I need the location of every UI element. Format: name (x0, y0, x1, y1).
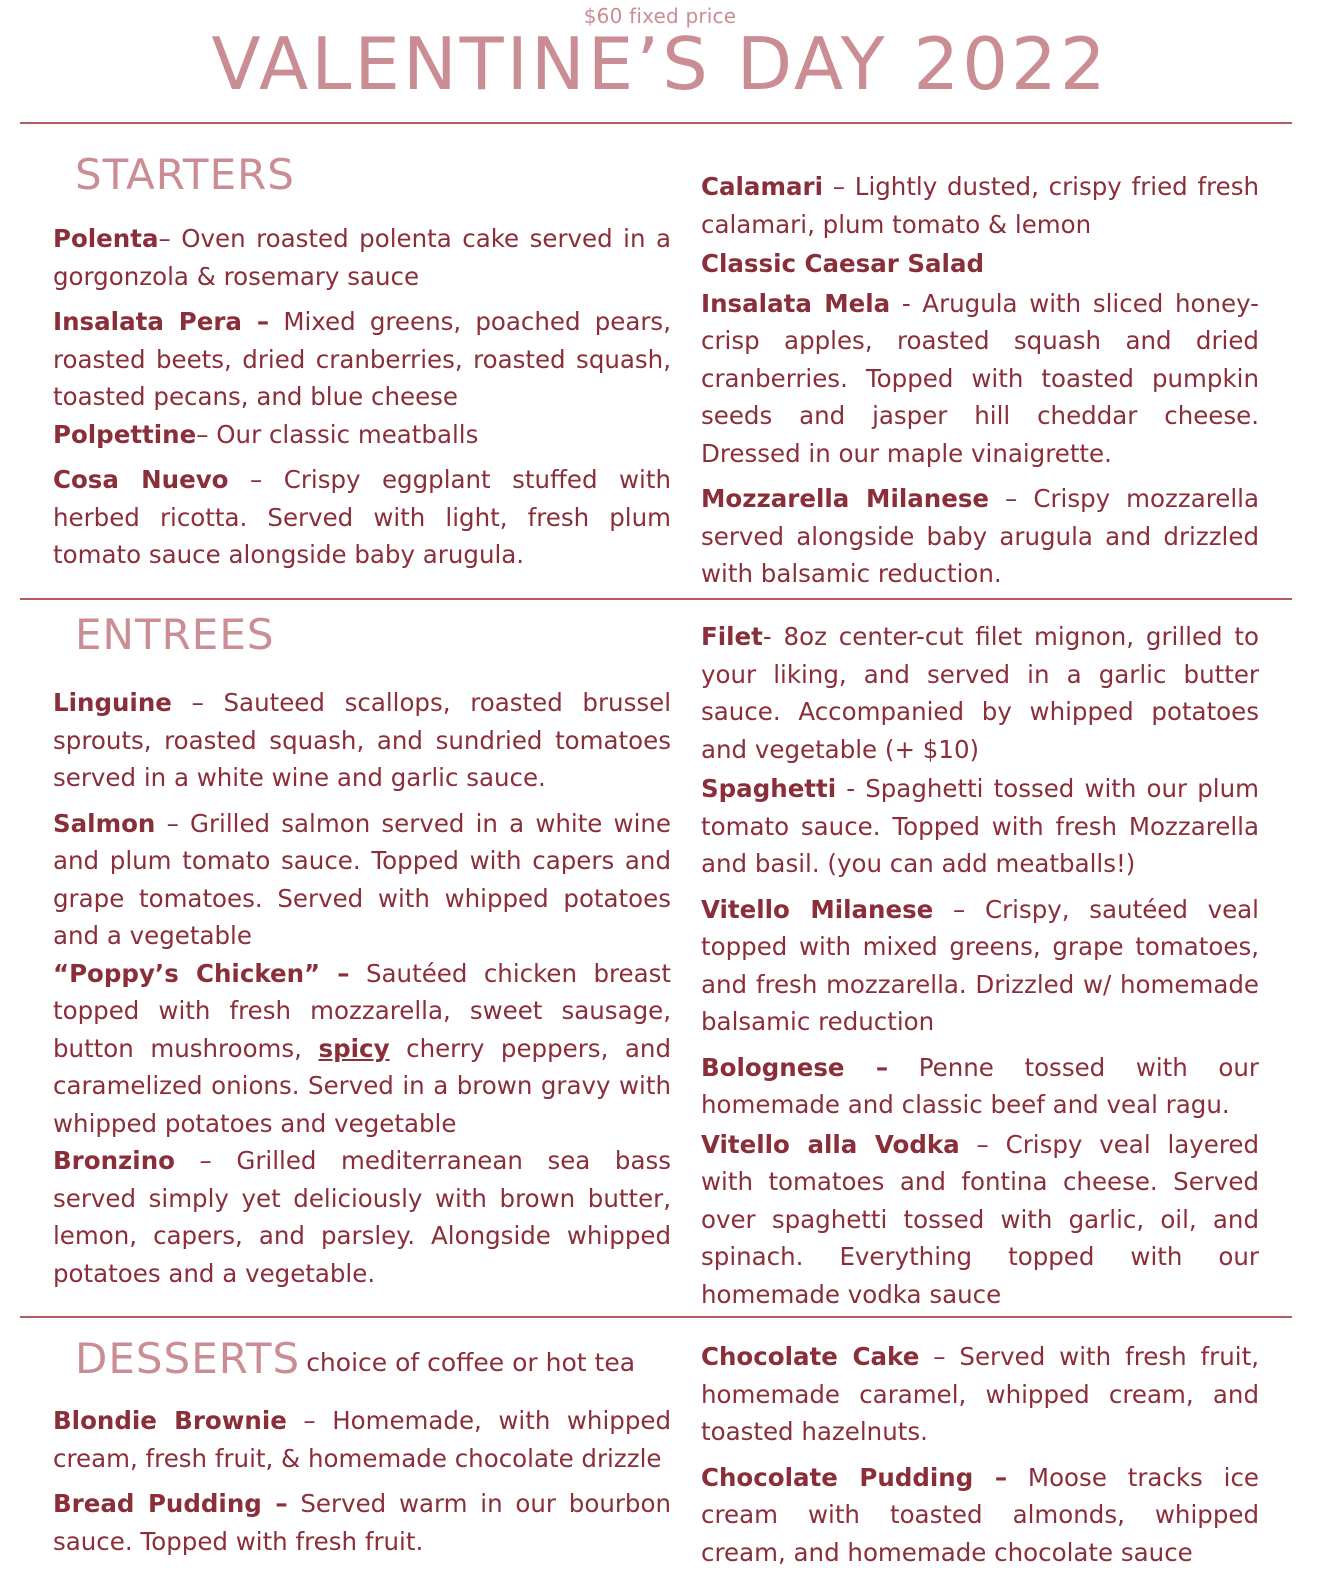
menu-item: Chocolate Cake – Served with fresh fruit, homemade caramel, whipped cream, and toasted hazelnuts. (701, 1342, 1259, 1446)
desserts-note: choice of coffee or hot tea (306, 1348, 636, 1377)
menu-item: Chocolate Pudding – Moose tracks ice cream with toasted almonds, whipped cream, and homemade chocolate sauce (701, 1462, 1259, 1567)
menu-item: Blondie Brownie – Homemade, with whipped cream, fresh fruit, & homemade chocolate drizzle (53, 1406, 671, 1473)
entrees-right-column (701, 618, 1259, 1321)
menu-item: Calamari – Lightly dusted, crispy fried fresh calamari, plum tomato & lemon (701, 172, 1259, 239)
section-heading-entrees: ENTREES (75, 610, 275, 659)
menu-item: Bread Pudding – Served warm in our bourbon sauce. Topped with fresh fruit. (53, 1489, 671, 1556)
menu-item: Polenta– Oven roasted polenta cake served in a gorgonzola & rosemary sauce (53, 224, 671, 291)
menu-item: Linguine – Sauteed scallops, roasted brussel sprouts, roasted squash, and sundried tomatoes served in a white wine and garlic sauce. (53, 688, 671, 793)
section-heading-desserts: DESSERTS choice of coffee or hot tea (75, 1334, 636, 1383)
starters-left-column (53, 152, 671, 582)
menu-item: Vitello Milanese – Crispy, sautéed veal topped with mixed greens, grape tomatoes, and fresh mozzarella. Drizzled w/ homemade balsamic reduction (701, 894, 1259, 1036)
menu-item: Classic Caesar Salad (701, 249, 985, 278)
divider-entrees (20, 598, 1292, 600)
menu-item: “Poppy’s Chicken” – Sautéed chicken breast topped with fresh mozzarella, sweet sausage, button mushrooms, spicy cherry peppers, and caramelized onions. Served in a brown gravy with whipped potatoes and vegetable (53, 958, 671, 1138)
menu-item: Cosa Nuevo – Crispy eggplant stuffed with herbed ricotta. Served with light, fresh plum tomato sauce alongside baby arugula. (53, 465, 671, 570)
menu-item: Insalata Mela - Arugula with sliced honey-crisp apples, roasted squash and dried cranberries. Topped with toasted pumpkin seeds and jasper hill cheddar cheese. Dressed in our maple vinaigrette. (701, 288, 1259, 468)
starters-right-column (701, 168, 1259, 601)
price-note: $60 fixed price (583, 4, 737, 28)
menu-item: Mozzarella Milanese – Crispy mozzarella served alongside baby arugula and drizzled with balsamic reduction. (701, 484, 1259, 588)
menu-item: Spaghetti - Spaghetti tossed with our plum tomato sauce. Topped with fresh Mozzarella and basil. (you can add meatballs!) (701, 774, 1259, 878)
menu-item: Bolognese – Penne tossed with our homemade and classic beef and veal ragu. (701, 1052, 1260, 1119)
desserts-right-column (701, 1338, 1259, 1579)
menu-item: Bronzino – Grilled mediterranean sea bass served simply yet deliciously with brown butter, lemon, capers, and parsley. Alongside whipped potatoes and a vegetable. (53, 1146, 671, 1288)
menu-item: Vitello alla Vodka – Crispy veal layered with tomatoes and fontina cheese. Served over spaghetti tossed with garlic, oil, and spinach. Everything topped with our homemade vodka sauce (701, 1129, 1259, 1309)
entrees-left-column (53, 612, 671, 1300)
divider-desserts (20, 1316, 1292, 1318)
menu-title: VALENTINE’S DAY 2022 (211, 22, 1109, 106)
desserts-left-column (53, 1336, 671, 1568)
menu-item: Insalata Pera – Mixed greens, poached pears, roasted beets, dried cranberries, roasted squash, toasted pecans, and blue cheese (53, 307, 671, 412)
divider-top (20, 122, 1292, 124)
menu-item: Polpettine– Our classic meatballs (53, 419, 479, 449)
menu-item: Filet- 8oz center-cut filet mignon, grilled to your liking, and served in a garlic butter sauce. Accompanied by whipped potatoes and vegetable (+ $10) (701, 622, 1259, 764)
spicy-emphasis: spicy (318, 1033, 390, 1063)
menu-item: Salmon – Grilled salmon served in a white wine and plum tomato sauce. Topped with capers and grape tomatoes. Served with whipped potatoes and a vegetable (53, 808, 671, 951)
section-heading-starters: STARTERS (75, 150, 295, 199)
